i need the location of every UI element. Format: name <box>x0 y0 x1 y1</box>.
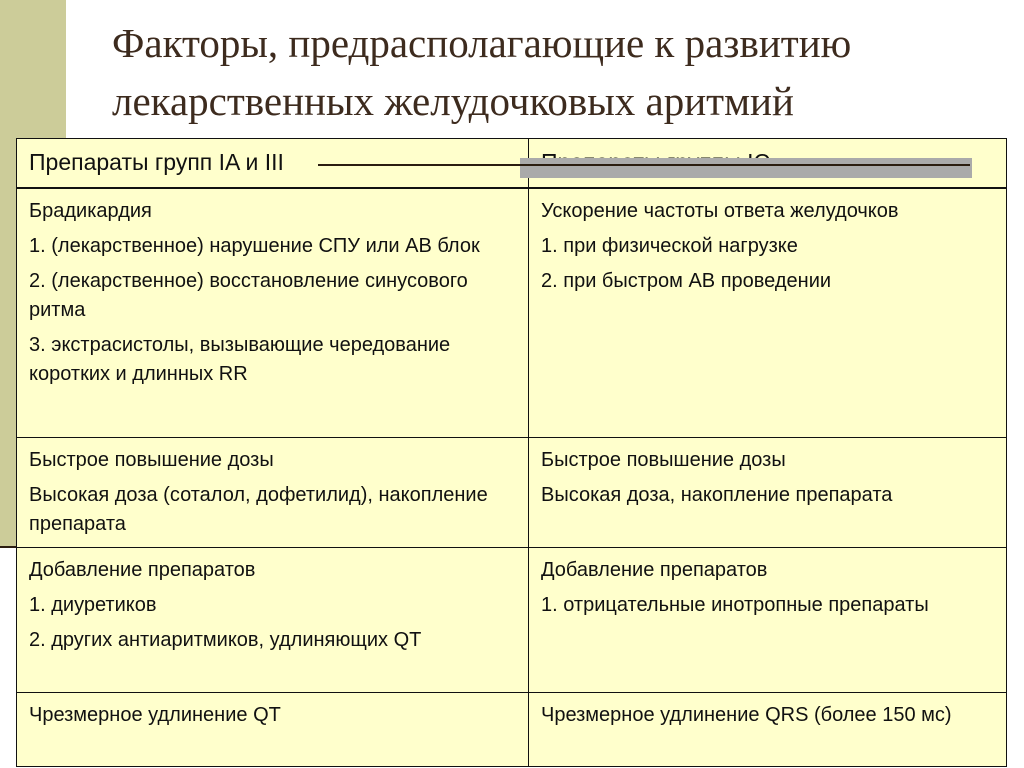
table-cell-right <box>529 438 1007 548</box>
cell-text: 2. при быстром АВ проведении <box>541 269 832 292</box>
cell-text: Брадикардия <box>29 199 152 222</box>
table-cell-left <box>17 548 529 693</box>
cell-text: Высокая доза (соталол, дофетилид), накопление препарата <box>29 484 488 535</box>
cell-text: 3. экстрасистолы, вызывающие чередование коротких и длинных RR <box>29 333 451 385</box>
table-row <box>17 438 1007 548</box>
cell-text: Быстрое повышение дозы <box>541 449 786 471</box>
table-cell-left <box>17 438 529 548</box>
cell-text: Добавление препаратов <box>541 559 768 581</box>
cell-text: Чрезмерное удлинение QT <box>29 704 281 726</box>
header-cell-ia-iii: Препараты групп IA и III <box>17 139 529 188</box>
cell-text: 2. других антиаритмиков, удлиняющих QT <box>29 629 422 651</box>
slide-title-line-2: лекарственных желудочковых аритмий <box>112 78 794 124</box>
cell-text: 1. (лекарственное) нарушение СПУ или АВ блок <box>29 234 480 257</box>
table-cell-right <box>529 188 1007 438</box>
cell-text: Высокая доза, накопление препарата <box>541 484 893 506</box>
slide-title-line-1: Факторы, предрасполагающие к развитию <box>112 20 852 66</box>
cell-text: Ускорение частоты ответа желудочков <box>541 199 899 222</box>
cell-text: 1. отрицательные инотропные препараты <box>541 594 929 616</box>
cell-text: 2. (лекарственное) восстановление синусового ритма <box>29 269 468 321</box>
cell-text: 1. при физической нагрузке <box>541 234 798 257</box>
table-cell-left <box>17 188 529 438</box>
cell-text: Добавление препаратов <box>29 559 256 581</box>
decorative-gray-bar <box>520 158 972 178</box>
risk-factors-table <box>16 138 1007 767</box>
table-row <box>17 548 1007 693</box>
table-cell-right <box>529 548 1007 693</box>
slide-title <box>112 14 992 130</box>
cell-text: Чрезмерное удлинение QRS (более 150 мс) <box>541 704 952 726</box>
cell-text: 1. диуретиков <box>29 594 157 616</box>
decorative-dark-line <box>318 164 970 166</box>
table-cell-right <box>529 693 1007 767</box>
table-cell-left <box>17 693 529 767</box>
cell-text: Быстрое повышение дозы <box>29 449 274 471</box>
table-row <box>17 188 1007 438</box>
table-row <box>17 693 1007 767</box>
